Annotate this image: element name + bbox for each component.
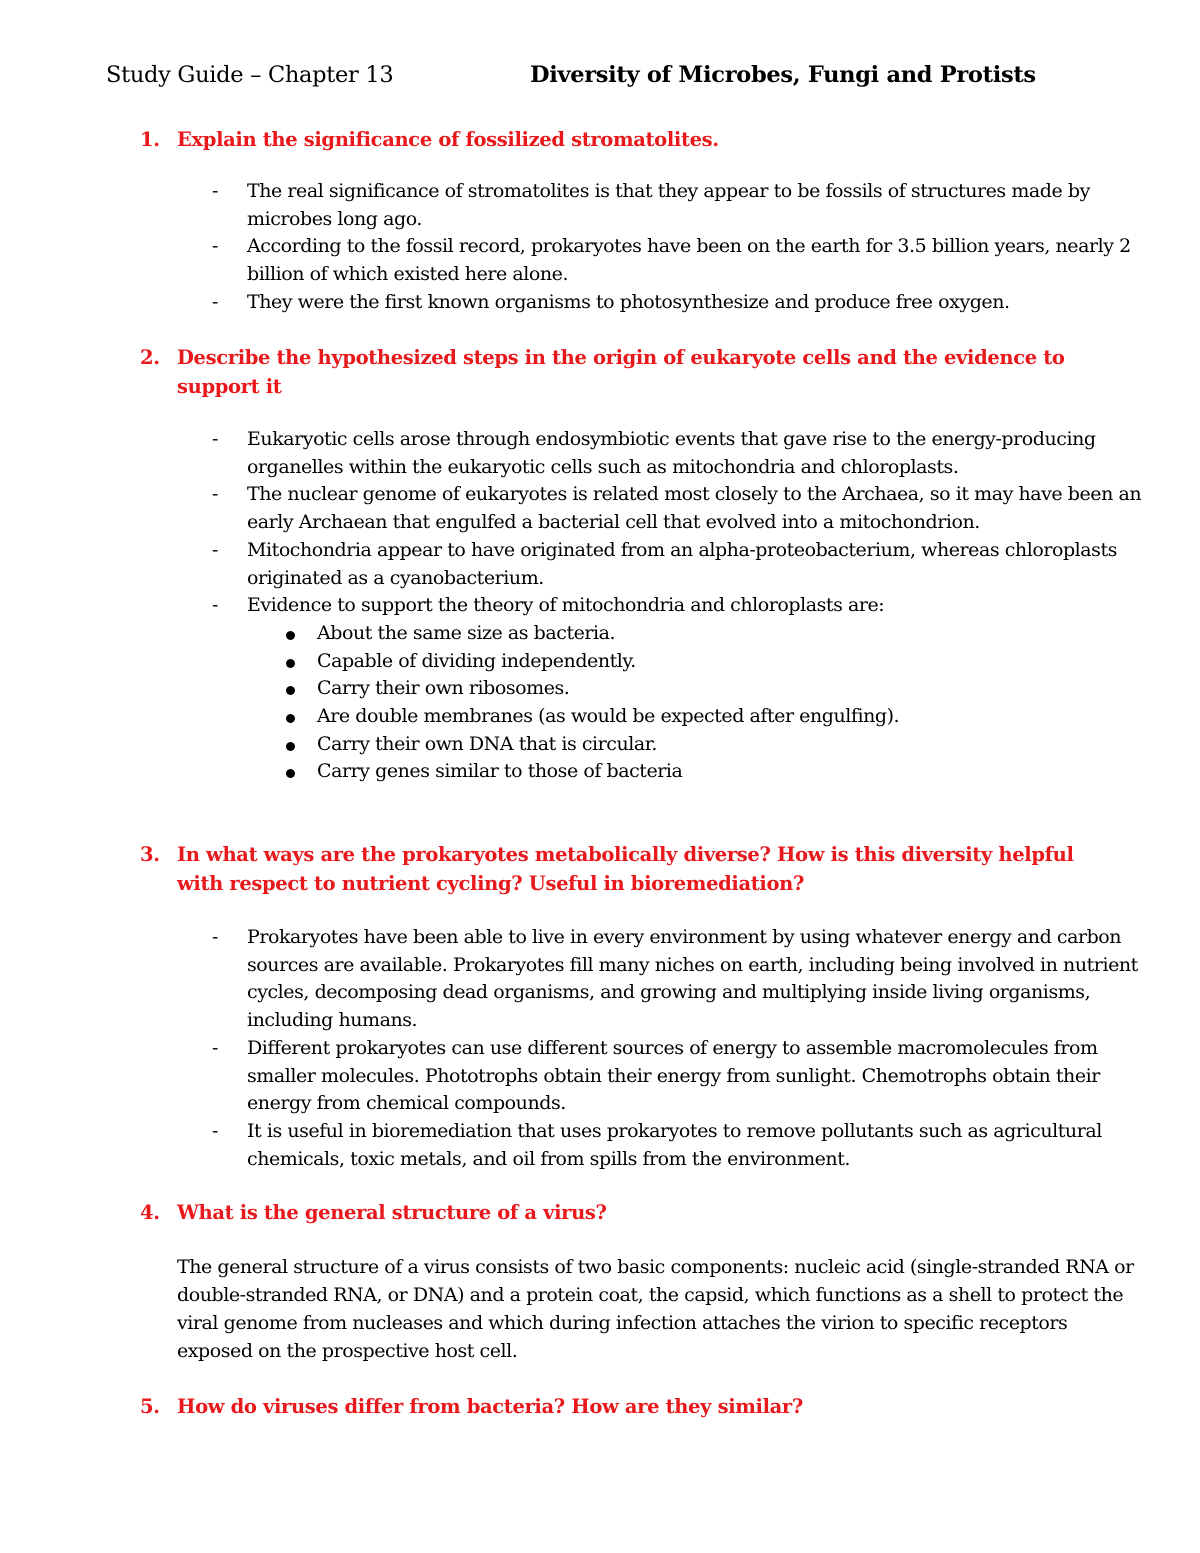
list-item: - Eukaryotic cells arose through endosymbiotic events that gave rise to the energy-producing organelles within the eukaryotic cells such as mitochondria and chloroplasts.: [212, 428, 1096, 478]
bullet-icon: [286, 769, 295, 778]
list-item: - Evidence to support the theory of mitochondria and chloroplasts are: About the same size as bacteria. Capable of dividing independently. Carry their own ribosomes. Are double membranes (as would be expected after engulfing). Carry their own DNA that is circular. Carry genes similar to those of bacteria: [212, 592, 1142, 786]
bullet-icon: [286, 714, 295, 723]
list-item: - They were the first known organisms to photosynthesize and produce free oxygen.: [212, 290, 1010, 313]
page-header: [106, 62, 1106, 96]
question-4: [140, 1198, 1100, 1227]
question-text: How do viruses differ from bacteria? How are they similar?: [177, 1395, 803, 1418]
evidence-list: [282, 620, 1177, 786]
list-item: - The real significance of stromatolites is that they appear to be fossils of structures made by microbes long ago.: [212, 180, 1090, 230]
question-text: Describe the hypothesized steps in the origin of eukaryote cells and the evidence to support it: [177, 346, 1065, 398]
answer-list-1: [212, 178, 1142, 317]
bullet-icon: [286, 631, 295, 640]
answer-list-3: [212, 924, 1142, 1173]
question-number: 5.: [140, 1395, 160, 1418]
question-number: 4.: [140, 1201, 160, 1224]
question-text: What is the general structure of a virus?: [177, 1201, 607, 1224]
list-item: - The nuclear genome of eukaryotes is related most closely to the Archaea, so it may have been an early Archaean that engulfed a bacterial cell that evolved into a mitochondrion.: [212, 483, 1142, 534]
evidence-item: Carry genes similar to those of bacteria: [282, 758, 1177, 786]
list-item: - According to the fossil record, prokaryotes have been on the earth for 3.5 billion years, nearly 2 billion of which existed here alone.: [212, 235, 1131, 286]
question-number: 3.: [140, 843, 160, 866]
question-2: [140, 343, 1100, 401]
question-number: 1.: [140, 128, 160, 151]
header-chapter: Study Guide – Chapter 13: [106, 62, 394, 88]
question-text: In what ways are the prokaryotes metabolically diverse? How is this diversity helpful with respect to nutrient cycling? Useful in bioremediation?: [177, 843, 1074, 895]
answer-list-2: [212, 426, 1142, 786]
question-text: Explain the significance of fossilized stromatolites.: [177, 128, 719, 151]
header-title: Diversity of Microbes, Fungi and Protists: [530, 62, 1036, 88]
bullet-icon: [286, 686, 295, 695]
list-item: - Mitochondria appear to have originated from an alpha-proteobacterium, whereas chloroplasts originated as a cyanobacterium.: [212, 538, 1117, 589]
evidence-item: About the same size as bacteria.: [282, 620, 1177, 648]
evidence-item: Are double membranes (as would be expected after engulfing).: [282, 703, 1177, 731]
question-1: [140, 125, 1100, 154]
question-5: [140, 1392, 1100, 1421]
list-item: - Prokaryotes have been able to live in every environment by using whatever energy and carbon sources are available. Prokaryotes fill many niches on earth, including being involved in nutrient cycles, decomposing dead organisms, and growing and multiplying inside living organisms, including humans.: [212, 926, 1138, 1032]
bullet-icon: [286, 742, 295, 751]
question-number: 2.: [140, 346, 160, 369]
bullet-icon: [286, 659, 295, 668]
evidence-item: Carry their own DNA that is circular.: [282, 731, 1177, 759]
question-3: [140, 840, 1100, 898]
list-item: - Different prokaryotes can use different sources of energy to assemble macromolecules from smaller molecules. Phototrophs obtain their energy from sunlight. Chemotrophs obtain their energy from chemical compounds.: [212, 1036, 1100, 1115]
list-item: - It is useful in bioremediation that uses prokaryotes to remove pollutants such as agricultural chemicals, toxic metals, and oil from spills from the environment.: [212, 1119, 1102, 1170]
evidence-item: Capable of dividing independently.: [282, 648, 1177, 676]
answer-paragraph-4: The general structure of a virus consists of two basic components: nucleic acid (single-stranded RNA or double-stranded RNA, or DNA) and a protein coat, the capsid, which functions as a shell to protect the viral genome from nucleases and which during infection attaches the virion to specific receptors exposed on the prospective host cell.: [177, 1256, 1134, 1362]
evidence-item: Carry their own ribosomes.: [282, 675, 1177, 703]
